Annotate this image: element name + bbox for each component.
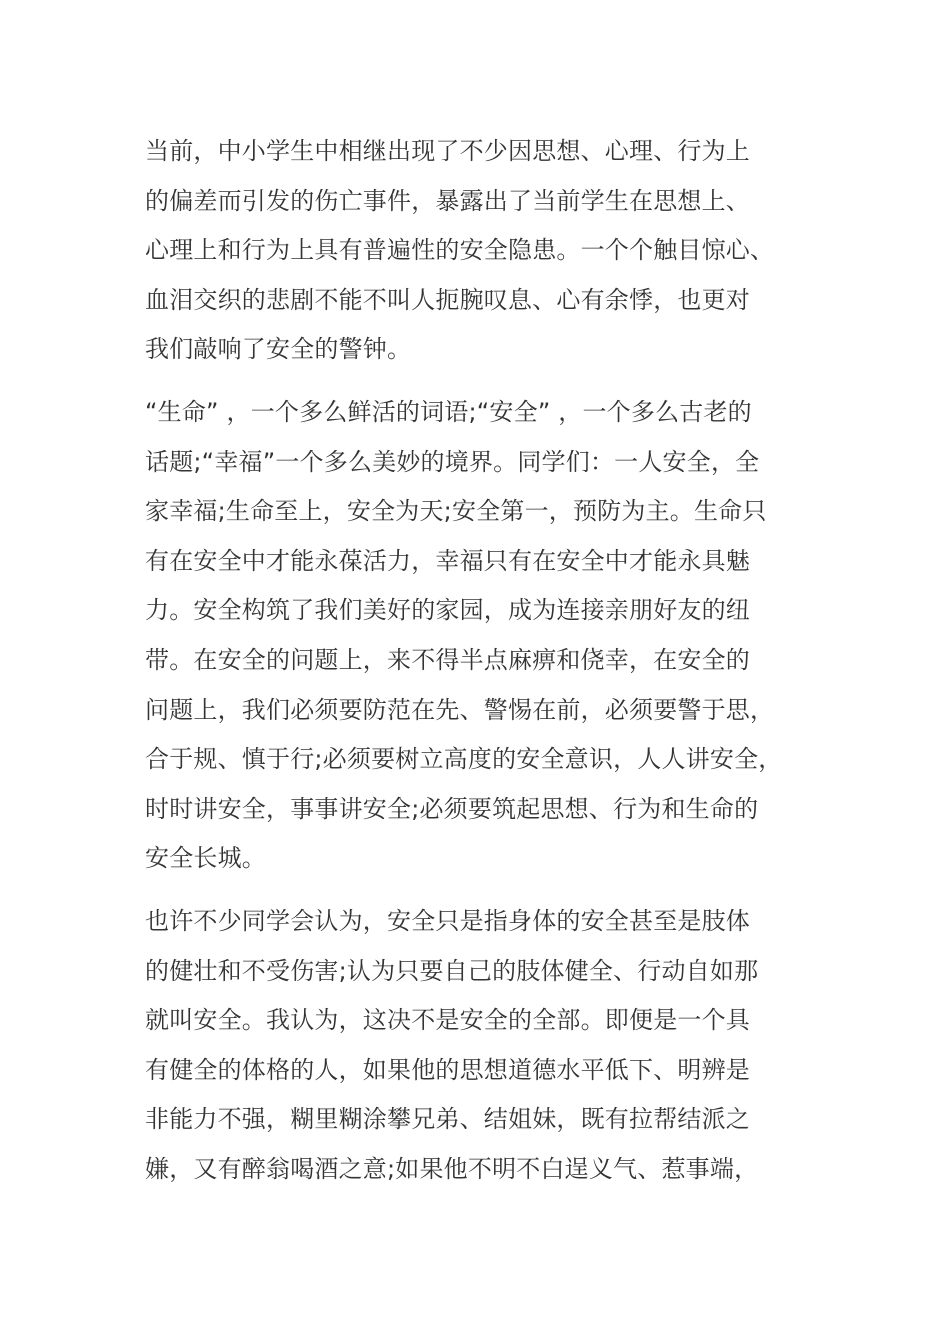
- text-line: 血泪交织的悲剧不能不叫人扼腕叹息、心有余悸，也更对: [145, 285, 750, 314]
- text-line: 问题上，我们必须要防范在先、警惕在前，必须要警于思，: [145, 695, 775, 724]
- text-line: 我们敲响了安全的警钟。: [145, 335, 412, 364]
- text-line: 的健壮和不受伤害;认为只要自己的肢体健全、行动自如那: [145, 956, 759, 985]
- paragraph-2: [145, 388, 807, 884]
- text-line: “生命” ，一个多么鲜活的词语;“安全” ，一个多么古老的: [145, 397, 752, 426]
- text-line: 安全长城。: [145, 844, 266, 873]
- text-line: 有健全的体格的人，如果他的思想道德水平低下、明辨是: [145, 1055, 750, 1084]
- paragraph-3: [145, 897, 807, 1195]
- paragraph-1: [145, 127, 807, 375]
- document-page: [145, 127, 807, 1207]
- text-line: 嫌，又有醉翁喝酒之意;如果他不明不白逞义气、惹事端，: [145, 1154, 759, 1183]
- text-line: 就叫安全。我认为，这决不是安全的全部。即便是一个具: [145, 1006, 750, 1035]
- text-line: 非能力不强，糊里糊涂攀兄弟、结姐妹，既有拉帮结派之: [145, 1105, 750, 1134]
- text-line: 力。安全构筑了我们美好的家园，成为连接亲朋好友的纽: [145, 596, 750, 625]
- text-line: 有在安全中才能永葆活力，幸福只有在安全中才能永具魅: [145, 546, 750, 575]
- text-line: 合于规、慎于行;必须要树立高度的安全意识，人人讲安全，: [145, 745, 783, 774]
- text-line: 带。在安全的问题上，来不得半点麻痹和侥幸，在安全的: [145, 645, 750, 674]
- text-line: 也许不少同学会认为，安全只是指身体的安全甚至是肢体: [145, 906, 750, 935]
- text-line: 的偏差而引发的伤亡事件，暴露出了当前学生在思想上、: [145, 186, 750, 215]
- text-line: 心理上和行为上具有普遍性的安全隐患。一个个触目惊心、: [145, 236, 775, 265]
- text-line: 家幸福;生命至上，安全为天;安全第一，预防为主。生命只: [145, 497, 767, 526]
- text-line: 话题;“幸福”一个多么美妙的境界。同学们：一人安全，全: [145, 447, 760, 476]
- text-line: 当前，中小学生中相继出现了不少因思想、心理、行为上: [145, 137, 750, 165]
- text-line: 时时讲安全，事事讲安全;必须要筑起思想、行为和生命的: [145, 794, 759, 823]
